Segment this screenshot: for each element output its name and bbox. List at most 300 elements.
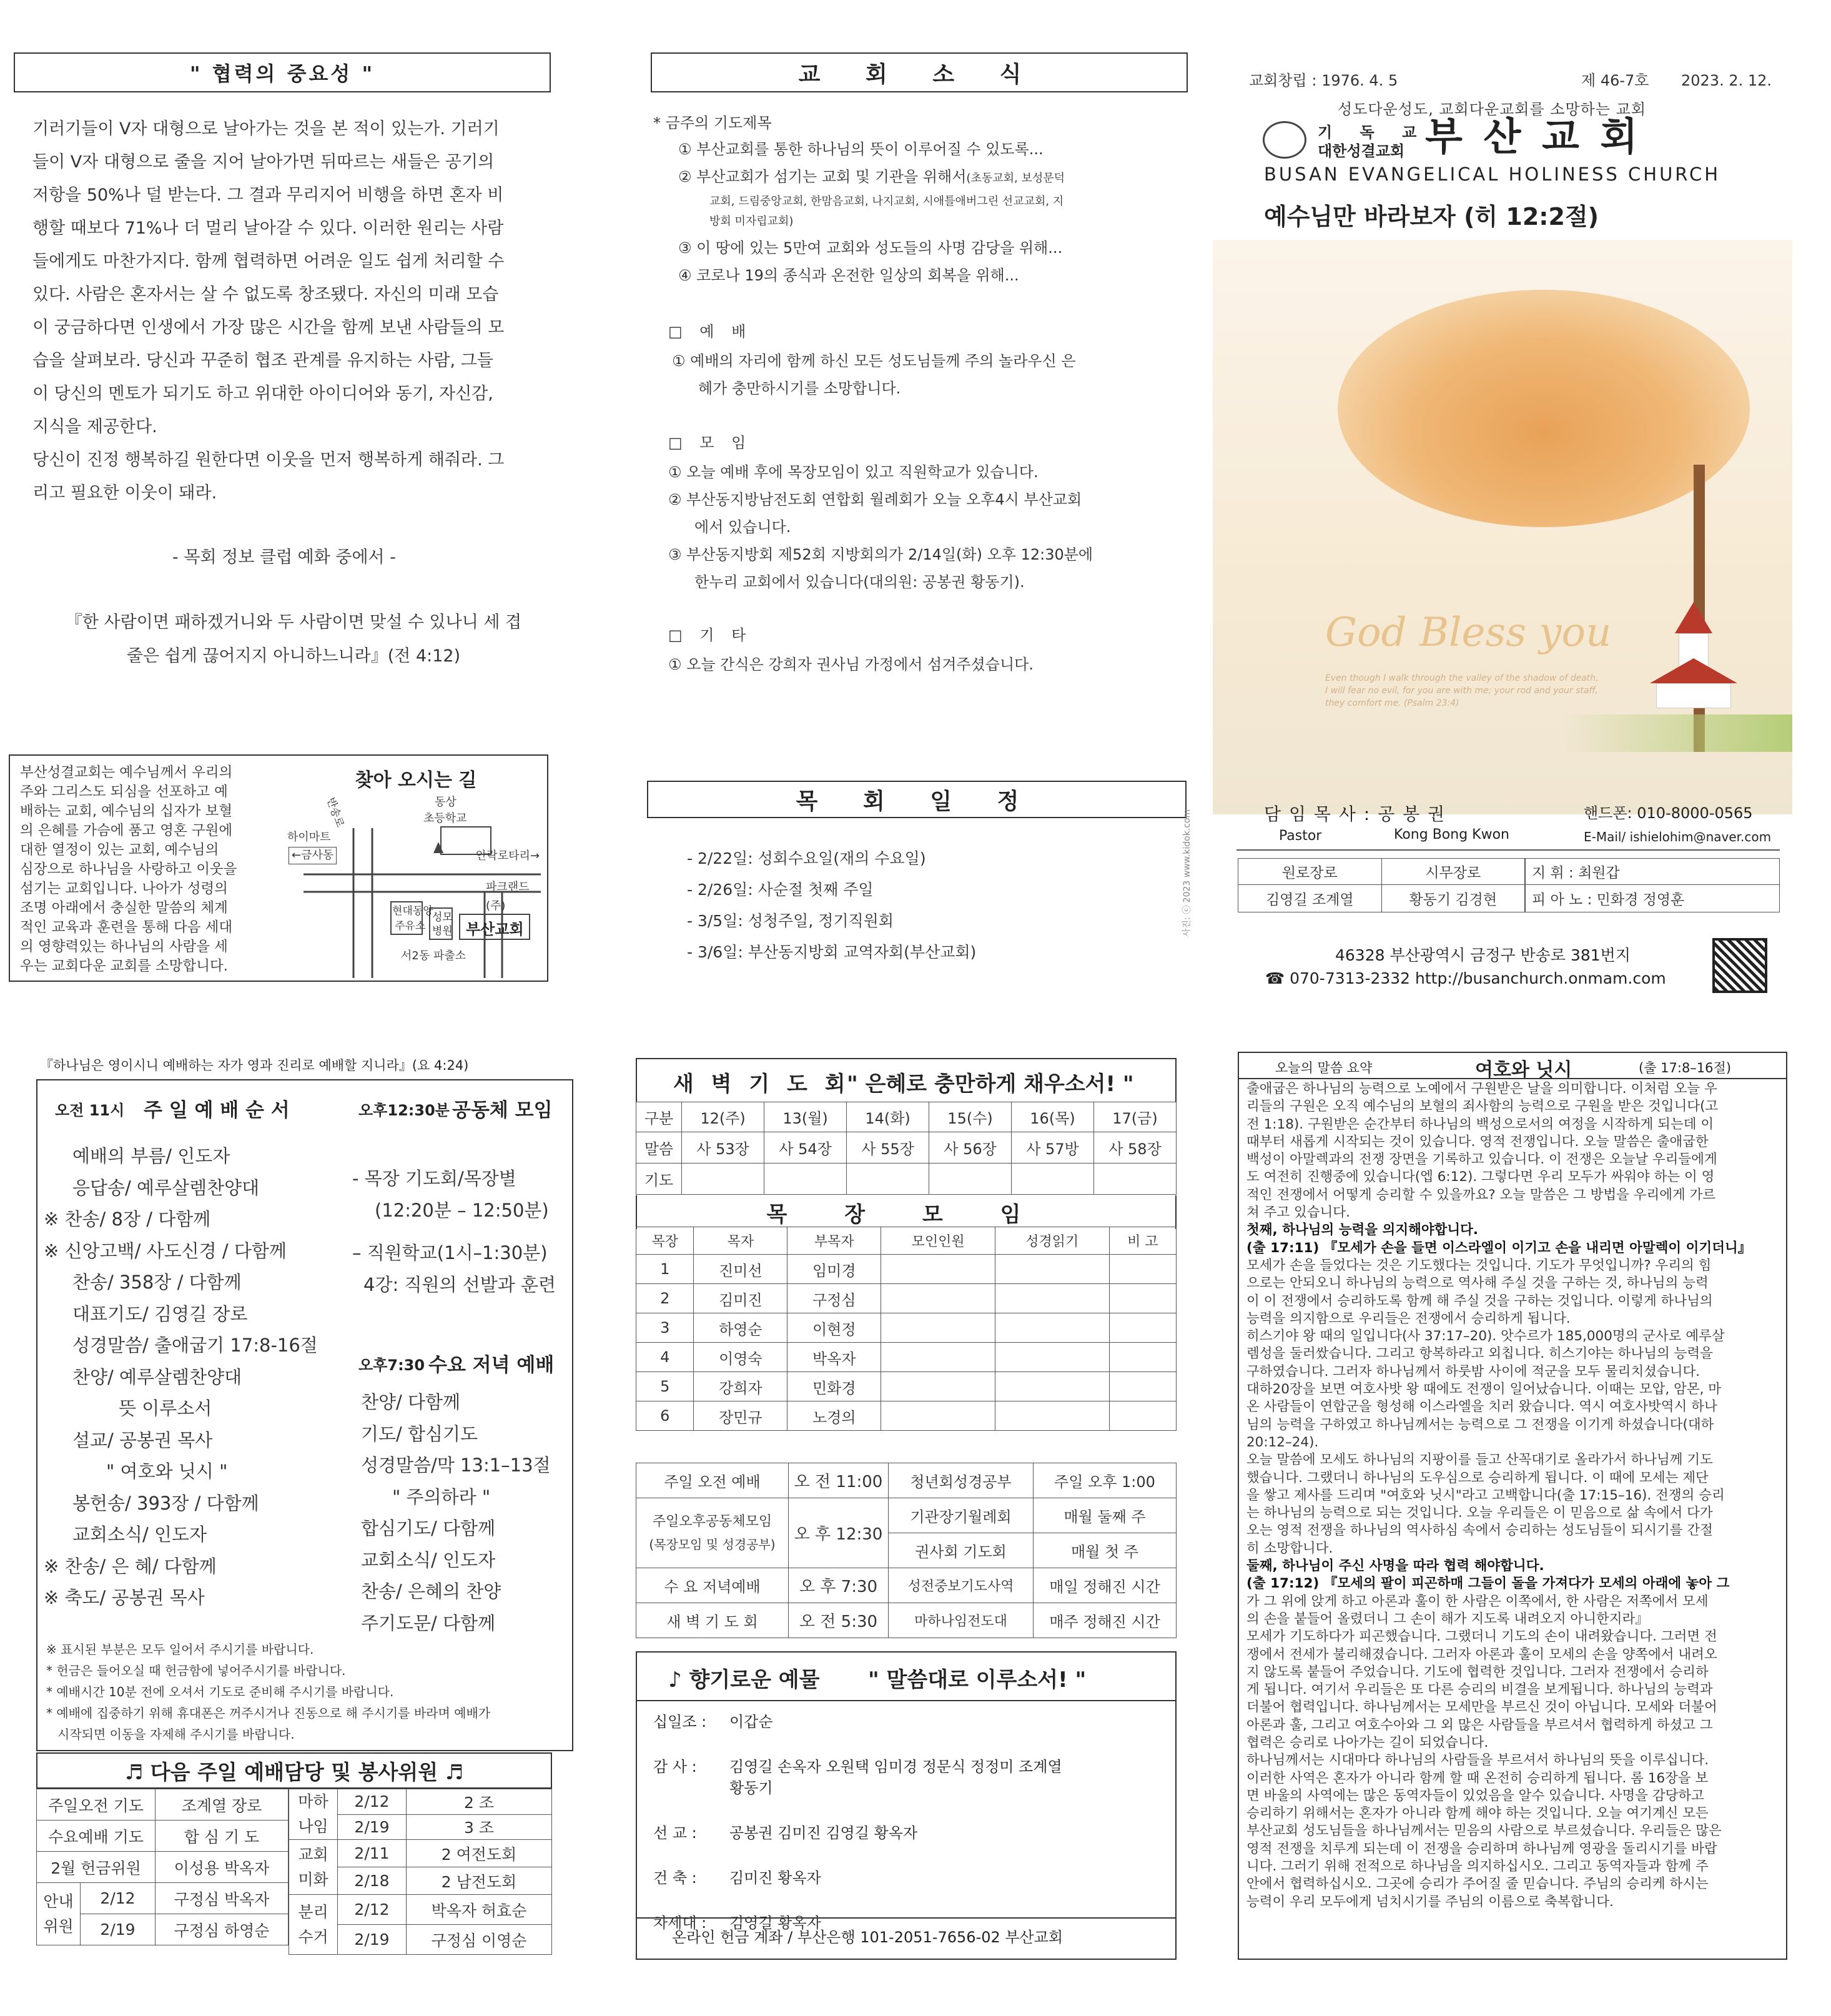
guide-table	[36, 1882, 289, 1945]
sermon-line: 때부터 새롭게 시작되는 것이 있습니다. 영적 전쟁입니다. 오늘 말씀은 출애굽한	[1246, 1134, 1709, 1150]
dawn-header-cell: 구분	[636, 1102, 682, 1132]
directions-map	[287, 759, 541, 978]
next-week-title: ♬ 다음 주일 예배담당 및 봉사위원 ♬	[124, 1759, 464, 1784]
mokjang-empty-cell	[881, 1284, 995, 1313]
order-item: 교회소식/ 인도자	[72, 1524, 207, 1545]
offering-names: 김영길 황옥자	[729, 1914, 821, 1932]
etc-line-1: ① 오늘 간식은 강희자 권사님 가정에서 섬겨주셨습니다.	[668, 656, 1034, 673]
sermon-line: 가 그 위에 앉게 하고 아론과 훌이 한 사람은 이쪽에서, 한 사람은 저쪽에서 모세	[1246, 1593, 1709, 1609]
sermon-line: 이 이 전쟁에서 승리하도록 함께 해 주실 것을 구하는 것입니다. 이렇게 하나님의	[1246, 1293, 1713, 1309]
noon-item: 4강: 직원의 선발과 훈련	[363, 1273, 556, 1295]
mokjang-header-cell: 성경읽기	[995, 1227, 1109, 1255]
sermon-line: 협력은 승리로 나아가는 길이 되었습니다.	[1246, 1734, 1489, 1751]
meeting-line-2: ② 부산동지방남전도회 연합회 월례회가 오늘 오후4시 부산교회	[668, 491, 1082, 508]
sermon-line: 더불어 협력입니다. 하나님께서는 모세만을 부르신 것이 아닙니다. 모세와 더불어	[1246, 1699, 1717, 1716]
sermon-header	[1238, 1052, 1787, 1081]
worship-heading: □ 예 배	[668, 323, 753, 340]
pastor-english-name: Kong Bong Kwon	[1394, 827, 1509, 842]
sermon-line: 20:12–24).	[1246, 1434, 1319, 1450]
map-label-himart: 하이마트	[287, 831, 331, 844]
pastor-email: E-Mail/ ishielohim@naver.com	[1584, 829, 1772, 844]
sermon-line: 모세가 기도하다가 피곤했습니다. 그랬더니 기도의 손이 내려왔습니다. 그러면 전	[1246, 1629, 1717, 1645]
time-label: 청년회성경공부	[889, 1463, 1034, 1498]
article-line: 리고 필요한 이웃이 돼라.	[32, 483, 217, 503]
guide-names: 구정심 박옥자	[155, 1883, 289, 1914]
mokjang-title-text: 목 장 모 임	[766, 1202, 1046, 1227]
recycle-date: 2/12	[338, 1895, 407, 1925]
wed-item: 교회소식/ 인도자	[361, 1549, 496, 1571]
online-account[interactable]: 온라인 헌금 계좌 / 부산은행 101-2051-7656-02 부산교회	[672, 1929, 1064, 1946]
offering-divider-bottom	[636, 1917, 1177, 1919]
schedule-item: - 3/6일: 부산동지방회 교역자회(부산교회)	[687, 943, 977, 961]
grass	[1562, 714, 1792, 752]
church-news-title-box	[651, 52, 1188, 92]
dawn-subtitle: " 은혜로 충만하게 채우소서! "	[847, 1072, 1134, 1097]
mahanaim-date: 2/19	[338, 1814, 407, 1840]
mokjang-empty-cell	[881, 1372, 995, 1401]
order-item: 봉헌송/ 393장 / 다함께	[72, 1492, 259, 1514]
mokjang-cell: 3	[636, 1313, 694, 1343]
table-row	[636, 1372, 1177, 1401]
offering-category: 차세대 :	[653, 1914, 707, 1932]
church-contact[interactable]: ☎ 070-7313-2332 http://busanchurch.onmam.com	[1265, 969, 1666, 987]
time-value: 매일 정해진 시간	[1034, 1568, 1177, 1603]
mokjang-cell: 박옥자	[787, 1343, 881, 1372]
side-credit: 사진: ⓒ 2023 www.kidok.com	[1182, 809, 1192, 937]
order-item: ※ 축도/ 공봉권 목사	[44, 1587, 205, 1608]
beauty-date: 2/18	[338, 1867, 407, 1895]
mokjang-empty-cell	[995, 1372, 1109, 1401]
sermon-line: 대하20장을 보면 여호사밧 왕 때에도 전쟁이 일어났습니다. 이때는 모압, 암몬, 마	[1246, 1381, 1722, 1398]
map-label-hyundai: 현대동양	[392, 905, 433, 917]
time-label	[636, 1498, 789, 1568]
am-order-list	[44, 1140, 331, 1614]
offering-row	[653, 1867, 1172, 1889]
intro-line: 배하는 교회, 예수님의 십자가 보혈	[20, 803, 233, 819]
sermon-line: 히스기야 왕 때의 일입니다(사 37:17–20). 앗수르가 185,000명의 군사로 예루살	[1246, 1328, 1725, 1345]
article-line: 행할 때보다 71%나 더 멀리 날아갈 수 있다. 이러한 원리는 사람	[32, 219, 504, 238]
offering-names: 김영길 손옥자 오원택 임미경 정문식 정정미 조계열	[729, 1758, 1062, 1776]
sermon-line: (출 17:12) 『모세의 팔이 피곤하매 그들이 돌을 가져다가 모세의 아래에 놓아 그	[1246, 1576, 1730, 1592]
wed-item: 찬송/ 은혜의 찬양	[361, 1581, 501, 1602]
map-roads	[291, 759, 541, 978]
divider	[1236, 849, 1780, 851]
time-value: 오 전 11:00	[789, 1463, 889, 1498]
mokjang-empty-cell	[881, 1401, 995, 1431]
mokjang-cell: 임미경	[787, 1255, 881, 1284]
wed-title: 수요 저녁 예배	[428, 1354, 555, 1376]
mokjang-empty-cell	[1109, 1255, 1176, 1284]
mokjang-cell: 노경의	[787, 1401, 881, 1431]
time-value: 오 전 5:30	[789, 1603, 889, 1638]
service-times-table	[636, 1463, 1177, 1638]
sermon-line: 능력을 의지함으로 우리들은 전쟁에서 승리하게 됩니다.	[1246, 1310, 1571, 1327]
sermon-line: 영적 전쟁을 치루게 되는데 이 전쟁을 승리하며 하나님께 영광을 돌리시기를 바랍	[1246, 1841, 1717, 1857]
pastor-english-label: Pastor	[1279, 828, 1322, 844]
founded-date: 교회창립 : 1976. 4. 5	[1249, 72, 1398, 89]
intro-line: 적인 교육과 훈련을 통해 다음 세대	[20, 919, 233, 936]
order-item: 예배의 부름/ 인도자	[72, 1145, 230, 1167]
guide-date: 2/12	[81, 1883, 155, 1914]
sermon-line: 쟁에서 전세가 불리해졌습니다. 그러자 아론과 훌이 모세의 손을 양쪽에서 내려오	[1246, 1646, 1717, 1663]
map-label-hospital1: 성모	[432, 911, 453, 924]
mokjang-empty-cell	[1109, 1372, 1176, 1401]
schedule-item: - 2/22일: 성회수요일(재의 수요일)	[687, 849, 926, 867]
table-row	[636, 1401, 1177, 1431]
bible-verse-line2: 줄은 쉽게 끊어지지 아니하느니라』(전 4:12)	[126, 646, 461, 666]
article-line: 지식을 제공한다.	[32, 417, 157, 437]
note-line: * 예배시간 10분 전에 오셔서 기도로 준비해 주시기를 바랍니다.	[46, 1684, 394, 1699]
cover-illustration	[1213, 240, 1792, 814]
mokjang-empty-cell	[1109, 1284, 1176, 1313]
mokjang-header-cell: 목장	[636, 1227, 694, 1255]
psalm-line-1: Even though I walk through the valley of the shadow of death,	[1325, 673, 1599, 683]
am-title: 주 일 예 배 순 서	[144, 1099, 290, 1122]
article-source: - 목회 정보 클럽 예화 중에서 -	[172, 548, 396, 567]
mokjang-empty-cell	[995, 1313, 1109, 1343]
duty-label: 2월 헌금위원	[37, 1852, 155, 1883]
recycle-names: 구정심 이영순	[407, 1925, 552, 1955]
time-label: 마하나임전도대	[889, 1603, 1034, 1638]
sermon-line: 는 하나님의 능력으로 되는 것입니다. 오늘 우리들은 이 믿음으로 삶 속에서 다가	[1246, 1505, 1713, 1521]
sermon-line: 게 됩니다. 여기서 우리들은 또 다른 승리의 비결을 보게됩니다. 하나님의 능력과	[1246, 1682, 1713, 1698]
church-name: 부 산 교 회	[1425, 114, 1642, 159]
recycle-heading: 분리 수거	[289, 1895, 338, 1955]
dawn-title: 새 벽 기 도 회	[673, 1072, 851, 1097]
offering-category: 건 축 :	[653, 1869, 697, 1887]
church-news-title: 교 회 소 식	[798, 61, 1040, 87]
beauty-heading: 교회 미화	[289, 1840, 338, 1895]
mokjang-empty-cell	[995, 1255, 1109, 1284]
sermon-line: 승리하기 위해서는 혼자가 아니라 함께 해야 하는 것입니다. 오늘 여기계신 모든	[1246, 1806, 1709, 1822]
worship-verse: 『하나님은 영이시니 예배하는 자가 영과 진리로 예배할 지니라』(요 4:24)	[40, 1058, 469, 1073]
time-label: 주일 오전 예배	[636, 1463, 789, 1498]
mahanaim-date: 2/12	[338, 1789, 407, 1815]
mokjang-cell: 6	[636, 1401, 694, 1431]
sermon-line: 부산교회 성도님들을 하나님께서는 믿음의 사람으로 부르셨습니다. 우리들은 많은	[1246, 1823, 1722, 1839]
dawn-cell: 사 58장	[1094, 1132, 1177, 1164]
note-line: * 헌금은 들어오실 때 헌금함에 넣어주시기를 바랍니다.	[46, 1663, 346, 1678]
intro-line: 조명 아래에서 충실한 말씀의 체계	[20, 900, 228, 916]
intro-line: 섬기는 교회입니다. 나아가 성령의	[20, 881, 228, 897]
sermon-line: 으로는 안되오니 하나님의 능력으로 역사해 주실 것을 구하는 것, 하나님의 능력	[1246, 1275, 1709, 1292]
sermon-reference: (출 17:8–16절)	[1639, 1060, 1732, 1075]
dawn-header-cell: 17(금)	[1094, 1102, 1177, 1132]
wed-time: 오후7:30	[358, 1356, 425, 1374]
mokjang-cell: 하영순	[694, 1313, 787, 1343]
offering-names: 김미진 황옥자	[729, 1869, 821, 1887]
article-line: 이 당신의 멘토가 되기도 하고 위대한 아이디어와 동기, 자신감,	[32, 384, 493, 403]
table-row	[636, 1255, 1177, 1284]
noon-item: – 직원학교(1시–1:30분)	[352, 1242, 548, 1263]
sermon-body	[1238, 1078, 1787, 1960]
mokjang-cell: 강희자	[694, 1372, 787, 1401]
duty-value: 합 심 기 도	[155, 1821, 289, 1852]
sermon-line: (출 17:11) 『모세가 손을 들면 이스라엘이 이기고 손을 내리면 아말렉이 이기더니』	[1246, 1240, 1752, 1256]
mokjang-cell: 장민규	[694, 1401, 787, 1431]
time-value: 매월 둘째 주	[1034, 1498, 1177, 1533]
mokjang-cell: 민화경	[787, 1372, 881, 1401]
church-slogan: 성도다운성도, 교회다운교회를 소망하는 교회	[1338, 101, 1647, 118]
wed-item: 기도/ 합심기도	[361, 1423, 478, 1445]
note-line: * 예배에 집중하기 위해 휴대폰은 꺼주시거나 진동으로 해 주시기를 바라며 예배가	[46, 1706, 491, 1721]
tree-canopy	[1338, 290, 1750, 527]
article-title-box	[14, 52, 551, 92]
guide-date: 2/19	[81, 1914, 155, 1945]
schedule-item: - 3/5일: 성청주일, 정기직원회	[687, 912, 894, 930]
church-building-icon	[1650, 590, 1737, 702]
mokjang-header-cell: 비 고	[1109, 1227, 1176, 1255]
worship-line-1: ① 예배의 자리에 함께 하신 모든 성도님들께 주의 놀라우신 은	[672, 352, 1076, 370]
dawn-cell: 사 53장	[682, 1132, 764, 1164]
sermon-line: 리들의 구원은 오직 예수님의 보혈의 죄사함의 능력으로 구원을 받은 것입니다(고	[1246, 1099, 1719, 1115]
worship-notes	[46, 1639, 565, 1745]
psalm-line-3: they comfort me. (Psalm 23:4)	[1325, 698, 1459, 708]
pianist: 피 아 노 : 민화경 정영훈	[1526, 885, 1780, 912]
mokjang-cell: 1	[636, 1255, 694, 1284]
dawn-title-box	[636, 1058, 1177, 1102]
article-body	[32, 112, 545, 510]
mokjang-title	[636, 1195, 1177, 1229]
guide-heading: 안내 위원	[37, 1883, 81, 1945]
mokjang-cell: 구정심	[787, 1284, 881, 1313]
schedule-title: 목 회 일 정	[796, 788, 1038, 814]
dawn-cell: 사 56장	[929, 1132, 1012, 1164]
wed-list	[361, 1386, 567, 1639]
mokjang-empty-cell	[1109, 1401, 1176, 1431]
offering-names: 황동기	[729, 1779, 773, 1797]
sermon-line: 오는 영적 전쟁을 하나님의 역사하심 속에서 승리하는 성도님들이 되시기를 간절	[1246, 1523, 1713, 1539]
time-label: 성전중보기도사역	[889, 1568, 1034, 1603]
sermon-line: 온 사람들이 연합군을 형성해 이스라엘을 치러 왔습니다. 역시 여호사밧역시 하나	[1246, 1399, 1717, 1415]
order-item: 대표기도/ 김영길 장로	[72, 1303, 248, 1325]
map-label-police: 서2동 파출소	[401, 949, 466, 962]
table-row	[636, 1343, 1177, 1372]
offering-title: ♪ 향기로운 예물	[668, 1668, 820, 1692]
offering-divider	[636, 1700, 1177, 1701]
article-line: 이 궁금하다면 인생에서 가장 많은 시간을 함께 보낸 사람들의 모	[32, 318, 505, 337]
dawn-cell: 사 55장	[847, 1132, 929, 1164]
dawn-header-cell: 14(화)	[847, 1102, 929, 1132]
sermon-line: 구하였습니다. 그러자 하나님께서 하룻밤 사이에 적군을 모두 물리치셨습니다.	[1246, 1363, 1700, 1380]
sermon-label: 오늘의 말씀 요약	[1275, 1060, 1373, 1075]
sermon-line: 둘째, 하나님이 주신 사명을 따라 협력 해야합니다.	[1246, 1558, 1544, 1574]
sermon-line: 아론과 훌, 그리고 여호수아와 그 외 많은 사람들을 부르셔서 협력하게 하셨고 그	[1246, 1717, 1713, 1733]
conductor: 지 휘 : 최원갑	[1526, 859, 1780, 885]
mahanaim-group: 3 조	[407, 1814, 552, 1840]
sermon-line: 안에서 협력하십시오. 그곳에 승리가 주어질 줄 믿습니다. 주님의 승리케 하시는	[1246, 1876, 1709, 1892]
guide-names: 구정심 하영순	[155, 1914, 289, 1945]
next-week-title-box	[36, 1752, 552, 1789]
dawn-header-cell: 15(수)	[929, 1102, 1012, 1132]
schedule-list	[687, 843, 976, 968]
table-row	[636, 1313, 1177, 1343]
sermon-line: 히 소망합니다.	[1246, 1540, 1333, 1556]
order-item: 찬양/ 예루살렘찬양대	[72, 1366, 242, 1388]
serving-elders-heading: 시무장로	[1381, 859, 1525, 885]
mokjang-cell: 진미선	[694, 1255, 787, 1284]
meeting-line-4: ③ 부산동지방회 제52회 지방회의가 2/14일(화) 오후 12:30분에	[668, 546, 1093, 563]
sermon-line: 도 여전히 진행중에 있습니다(엡 6:12). 그렇다면 우리 모두가 싸워야 하는 이 영	[1246, 1169, 1715, 1185]
wed-item: 합심기도/ 다함께	[361, 1518, 496, 1539]
offering-names: 이갑순	[729, 1713, 773, 1731]
noon-title: 공동체 모임	[452, 1099, 553, 1122]
order-item: " 여호와 닛시 "	[106, 1461, 228, 1482]
mokjang-table	[636, 1227, 1177, 1431]
article-line: 습을 살펴보라. 당신과 꾸준히 협조 관계를 유지하는 사람, 그들	[32, 351, 493, 370]
prayer-item-2-list: (초동교회, 보성문덕	[966, 172, 1065, 185]
elders-heading: 원로장로	[1238, 859, 1382, 885]
sermon-line: 이러한 사역은 혼자가 아니라 함께 할 때 온전히 승리하게 됩니다. 롬 16장을 보	[1246, 1770, 1709, 1786]
order-item: 응답송/ 예루살렘찬양대	[72, 1177, 260, 1198]
psalm-line-2: I will fear no evil, for you are with me; your rod and your staff,	[1325, 686, 1599, 696]
article-title: " 협력의 중요성 "	[189, 62, 375, 86]
map-label-church: 부산교회	[466, 921, 524, 938]
noon-list	[352, 1163, 565, 1300]
mokjang-empty-cell	[1109, 1343, 1176, 1372]
elders-table	[1238, 858, 1525, 912]
etc-heading: □ 기 타	[668, 626, 753, 644]
time-label: 수 요 저녁예배	[636, 1568, 789, 1603]
schedule-item: - 2/26일: 사순절 첫째 주일	[687, 881, 874, 899]
sermon-line: 첫째, 하나님의 능력을 의지해야합니다.	[1246, 1222, 1479, 1238]
sermon-line: 능력이 우리 모두에게 넘치시기를 주님의 이름으로 축복합니다.	[1246, 1894, 1614, 1910]
issue-number: 제 46-7호	[1581, 72, 1649, 89]
wed-item: 성경말씀/막 13:1–13절	[361, 1455, 551, 1476]
offering-row	[653, 1711, 1172, 1732]
intro-line: 심장으로 하나님을 사랑하고 이웃을	[20, 861, 237, 877]
sermon-line: 니다. 그러기 위해 전적으로 하나님을 의지하십시오. 그리고 동역자들과 함께 주	[1246, 1859, 1709, 1875]
church-address: 46328 부산광역시 금정구 반송로 381번지	[1335, 946, 1631, 964]
sermon-line: 의 손을 붙들어 올렸더니 그 손이 해가 지도록 내려오지 아니한지라』	[1246, 1611, 1649, 1627]
article-line: 저항을 50%나 덜 받는다. 그 결과 무리지어 비행을 하면 혼자 비	[32, 185, 504, 205]
recycle-date: 2/19	[338, 1925, 407, 1955]
meeting-heading: □ 모 임	[668, 434, 753, 452]
mokjang-header-cell: 부목자	[787, 1227, 881, 1255]
sermon-line: 오늘 말씀에 모세도 하나님의 지팡이를 들고 산꼭대기로 올라가서 하나님께 기도	[1246, 1452, 1713, 1468]
denomination-line1: 기 독 교	[1318, 124, 1428, 141]
sermon-line: 출애굽은 하나님의 능력으로 노예에서 구원받은 날을 의미합니다. 이처럼 오늘 우	[1246, 1081, 1717, 1097]
prayer-item-4: ④ 코로나 19의 종식과 온전한 일상의 회복을 위해...	[678, 267, 1019, 284]
prayer-item-2-cont2: 방회 미자립교회)	[709, 215, 794, 228]
noon-item: (12:20분 – 12:50분)	[375, 1199, 549, 1221]
time-label: 새 벽 기 도 회	[636, 1603, 789, 1638]
duty-label: 수요예배 기도	[37, 1821, 155, 1852]
dawn-cell: 사 57방	[1012, 1132, 1094, 1164]
recycle-names: 박옥자 허효순	[407, 1895, 552, 1925]
sermon-line: 쳐 주고 있습니다.	[1246, 1205, 1350, 1221]
issue-date: 2023. 2. 12.	[1681, 72, 1772, 89]
duty-table-left	[36, 1789, 289, 1883]
order-item: 성경말씀/ 출애굽기 17:8-16절	[72, 1335, 318, 1356]
offering-category	[653, 1777, 722, 1799]
church-english-name: BUSAN EVANGELICAL HOLINESS CHURCH	[1264, 164, 1721, 185]
prayer-item-3: ③ 이 땅에 있는 5만여 교회와 성도들의 사명 감당을 위해...	[678, 239, 1063, 257]
intro-line: 대한 열정이 있는 교회, 예수님의	[20, 842, 219, 858]
qr-code-icon[interactable]	[1712, 938, 1767, 993]
blessing-text: God Bless you	[1325, 610, 1612, 656]
dawn-cell: 사 54장	[764, 1132, 847, 1164]
meeting-line-1: ① 오늘 예배 후에 목장모임이 있고 직원학교가 있습니다.	[668, 463, 1039, 481]
dawn-header-cell: 12(주)	[682, 1102, 764, 1132]
map-title: 찾아 오시는 길	[355, 769, 477, 791]
article-line: 당신이 진정 행복하길 원한다면 이웃을 먼저 행복하게 해줘라. 그	[32, 450, 505, 470]
noon-time: 오후12:30분	[358, 1102, 450, 1119]
sermon-line: 렘성을 둘러쌌습니다. 그리고 항복하라고 외칩니다. 히스기야는 하나님의 능력을	[1246, 1346, 1713, 1362]
sermon-title: 여호와 닛시	[1475, 1059, 1572, 1081]
mokjang-header-cell: 목자	[694, 1227, 787, 1255]
time-label: 기관장기월례회	[889, 1498, 1034, 1533]
time-value: 주일 오후 1:00	[1034, 1463, 1177, 1498]
offering-row	[653, 1777, 1172, 1799]
prayer-item-2-text: ② 부산교회가 섬기는 교회 및 기관을 위해서	[678, 168, 967, 185]
prayer-item-1: ① 부산교회를 통한 하나님의 뜻이 이루어질 수 있도록...	[678, 141, 1044, 158]
dawn-cell: 기도	[636, 1164, 682, 1195]
denomination-line2: 대한성결교회	[1318, 142, 1405, 160]
mokjang-header-cell: 모인인원	[881, 1227, 995, 1255]
offering-category: 감 사 :	[653, 1758, 697, 1776]
dawn-cell: 말씀	[636, 1132, 682, 1164]
article-line: 있다. 사람은 혼자서는 살 수 없도록 창조됐다. 자신의 미래 모습	[32, 285, 499, 304]
sermon-line: 하나님께서는 시대마다 하나님의 사람들을 부르셔서 하나님의 뜻을 이루십니다.	[1246, 1752, 1709, 1769]
church-emblem-icon	[1263, 121, 1306, 159]
order-item: 설교/ 공봉권 목사	[72, 1429, 213, 1451]
mokjang-empty-cell	[881, 1255, 995, 1284]
mokjang-cell: 4	[636, 1343, 694, 1372]
article-line: 들에게도 마찬가지다. 함께 협력하면 어려운 일도 쉽게 처리할 수	[32, 252, 505, 271]
offering-row	[653, 1822, 1172, 1844]
prayer-item-2-cont1: 교회, 드림중앙교회, 한맘음교회, 나지교회, 시애틀애버그린 선교교회, 지	[709, 195, 1064, 208]
sermon-line: 님의 능력을 구하였고 하나님께서는 능력으로 그 전쟁을 이기게 하셨습니다(대하	[1246, 1416, 1714, 1433]
article-line: 들이 V자 대형으로 줄을 지어 날아가면 뒤따르는 새들은 공기의	[32, 152, 495, 172]
intro-line: 부산성결교회는 예수님께서 우리의	[20, 764, 233, 781]
meeting-line-3: 에서 있습니다.	[694, 518, 791, 536]
noon-item: - 목장 기도회/목장별	[352, 1168, 516, 1189]
sermon-line: 백성이 아말렉과의 전쟁 장면을 기록하고 있습니다. 이 전쟁은 오늘날 우리들에게	[1246, 1152, 1717, 1168]
duty-value: 이성용 박옥자	[155, 1852, 289, 1883]
order-item: 찬송/ 358장 / 다함께	[72, 1272, 242, 1293]
mokjang-empty-cell	[1109, 1313, 1176, 1343]
offering-row	[653, 1756, 1172, 1777]
sermon-line: 했습니다. 그랬더니 하나님의 도우심으로 승리하게 됩니다. 이 때에 모세는 제단	[1246, 1470, 1709, 1486]
beauty-group: 2 여전도회	[407, 1840, 552, 1867]
mokjang-empty-cell	[995, 1401, 1109, 1431]
mokjang-cell: 이영숙	[694, 1343, 787, 1372]
dawn-header-cell: 13(월)	[764, 1102, 847, 1132]
map-label-hospital2: 병원	[432, 925, 453, 937]
article-line: 기러기들이 V자 대형으로 날아가는 것을 본 적이 있는가. 기러기	[32, 119, 500, 139]
time-value: 오 후 7:30	[789, 1568, 889, 1603]
wed-item: 주기도문/ 다함께	[361, 1612, 496, 1634]
sermon-line: 전 1:18). 구원받은 순간부터 하나님의 백성으로서의 여정을 시작하게 되는데 이	[1246, 1116, 1714, 1132]
intro-line: 의 영향력있는 하나님의 사람을 세	[20, 939, 228, 955]
sermon-line: 면 바울의 사역에는 많은 동역자들이 있었음을 알수 있습니다. 사명을 감당하고	[1246, 1787, 1704, 1804]
map-label-road: 반송로	[323, 796, 347, 829]
note-line: ※ 표시된 부분은 모두 일어서 주시기를 바랍니다.	[46, 1642, 314, 1657]
table-row	[636, 1284, 1177, 1313]
music-table	[1525, 858, 1780, 912]
offering-category: 선 교 :	[653, 1824, 697, 1842]
time-value: 매주 정해진 시간	[1034, 1603, 1177, 1638]
prayer-item-2	[678, 165, 1065, 190]
time-label: 권사회 기도회	[889, 1533, 1034, 1568]
sermon-line: 지 않도록 붙들어 주었습니다. 기도에 협력한 것입니다. 그러자 전쟁에서 승리하	[1246, 1664, 1709, 1680]
mahanaim-group: 2 조	[407, 1789, 552, 1815]
church-intro-text	[20, 763, 279, 976]
mokjang-empty-cell	[881, 1313, 995, 1343]
mokjang-cell: 2	[636, 1284, 694, 1313]
cover-panel	[1213, 52, 1792, 1020]
